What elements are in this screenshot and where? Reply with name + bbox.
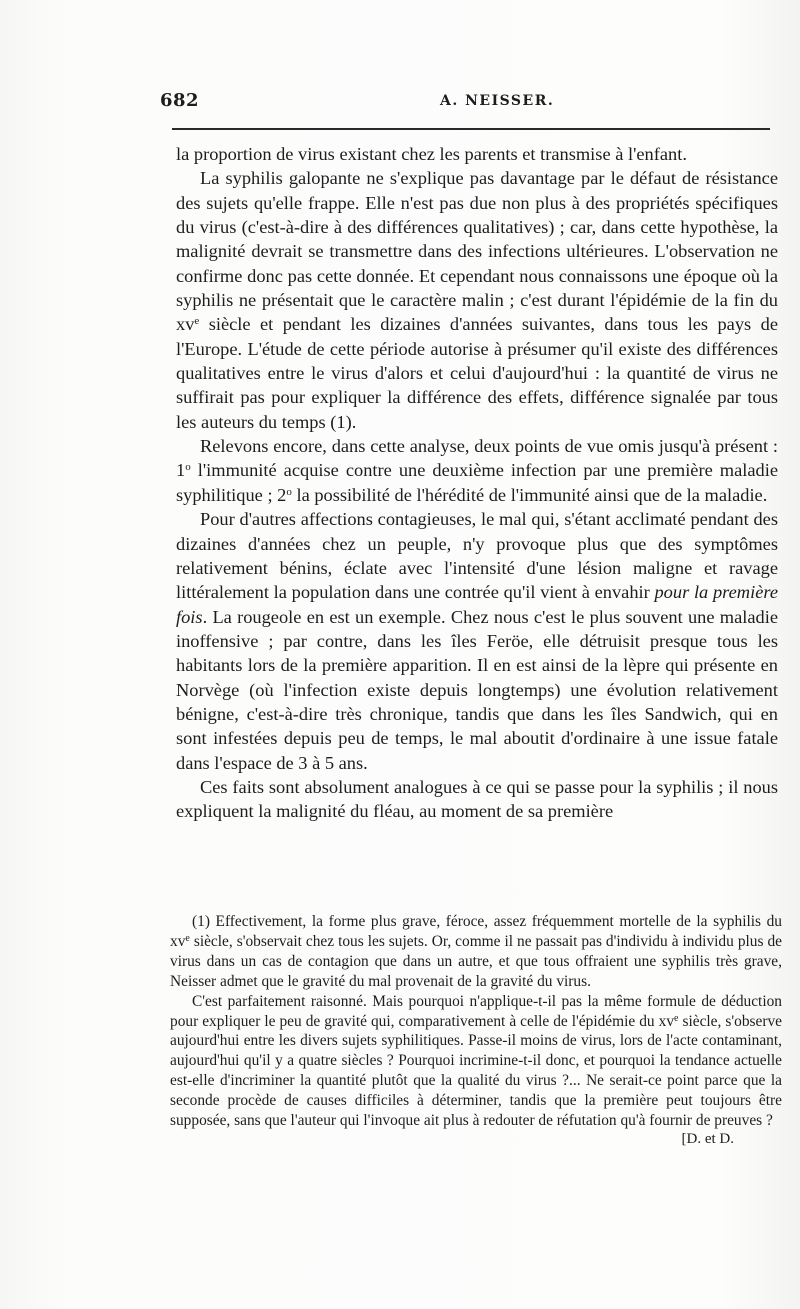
footnote-2-text-a: C'est parfaitement raisonné. Mais pourquoi n'applique-t-il pas la même formule de déduction pour expliquer le peu de gravité qui, comparativement à celle de l'épidémie du xv [170,992,782,1030]
paragraph-3-text-c: la possibilité de l'hérédité de l'immunité ainsi que de la maladie. [291,484,768,505]
paragraph-2 [176,166,778,434]
footnote-2 [170,992,782,1131]
superscript: e [185,932,190,944]
header-rule [172,128,770,130]
paragraph-4-text-a: Pour d'autres affections contagieuses, le mal qui, s'étant acclimaté pendant des dizaines d'années chez un peuple, n'y provoque plus que des symptômes relativement bénins, éclate avec l'intensité d'une lésion maligne et ravage littéralement la population dans une contrée qu'il vient à envahir [176,509,778,603]
paragraph-4-text-b: . La rougeole en est un exemple. Chez nous c'est le plus souvent une maladie inoffensive ; par contre, dans les îles Feröe, elle détruisit presque tous les habitants lors de la première apparition. Il en est ainsi de la lèpre qui présente en Norvège (où l'infection existe depuis longtemps) une évolution relativement bénigne, c'est-à-dire très chronique, tandis que dans les îles Sandwich, qui en sont infestées depuis peu de temps, le mal aboutit d'ordinaire à une issue fatale dans l'espace de 3 à 5 ans. [176,606,778,773]
paragraph-5-text: Ces faits sont absolument analogues à ce qui se passe pour la syphilis ; il nous expliquent la malignité du fléau, au moment de sa première [176,776,778,822]
paragraph-3 [176,434,778,507]
paragraph-1-text: la proportion de virus existant chez les parents et transmise à l'enfant. [176,144,687,164]
superscript: e [674,1012,679,1024]
footnote-2-text-b: siècle, s'observe aujourd'hui entre les divers sujets syphilitiques. Passe-il moins de virus, lors de l'acte contaminant, aujourd'hui qu'il y a quatre siècles ? Pourquoi incrimine-t-il donc, et pourquoi la tendance actuelle est-elle d'incriminer la quantité plutôt que la qualité du virus ?... Ne serait-ce point parce que la seconde procède de causes difficiles à déterminer, tandis que la première peut toujours être supposée, sans que l'auteur qui l'invoque ait plus à redouter de réfutation qu'à fournir de preuves ? [170,1012,782,1130]
footnote-1-text-a: (1) Effectivement, la forme plus grave, féroce, assez fréquemment mortelle de la syphilis du xv [170,913,782,950]
footnote-1-text-b: siècle, s'observait chez tous les sujets. Or, comme il ne passait pas d'individu à individu plus de virus dans un cas de contagion que dans un autre, et que tous offraient une syphilis très grave, Neisser admet que le gravité du mal provenait de la gravité du virus. [170,932,782,990]
paragraph-2-text-b: siècle et pendant les dizaines d'années suivantes, dans tous les pays de l'Europe. L'étude de cette période autorise à présumer qu'il existe des différences qualitatives entre le virus d'alors et celui d'aujourd'hui : la quantité de virus ne suffirait pas pour expliquer la différence des effets, différence signalée par tous les auteurs du temps (1). [176,314,778,432]
emphasis: pour la première fois [176,582,778,627]
body-text [176,142,778,824]
page-number: 682 [160,90,200,111]
page-header [160,90,780,120]
running-head: A. NEISSER. [440,93,555,109]
footnote-1 [170,912,782,992]
superscript: o [185,461,191,474]
paragraph-4 [176,507,778,775]
paragraph-3-text-a: Relevons encore, dans cette analyse, deux points de vue omis jusqu'à présent : 1 [176,436,778,481]
superscript: e [194,315,200,328]
paragraph-1 [176,142,778,166]
paragraph-2-text-a: La syphilis galopante ne s'explique pas davantage par le défaut de résistance des sujets qu'elle frappe. Elle n'est pas due non plus à des propriétés spécifiques du virus (c'est-à-dire à des différences qualitatives) ; car, dans cette hypothèse, la malignité devrait se transmettre dans des infections ultérieures. L'observation ne confirme donc pas cette donnée. Et cependant nous connaissons une époque où la syphilis ne présentait que le caractère malin ; c'est durant l'épidémie de la fin du xv [176,168,778,335]
footnote-signature: [D. et D. [681,1130,734,1147]
superscript: o [286,485,292,498]
paragraph-5 [176,775,778,824]
paragraph-3-text-b: l'immunité acquise contre une deuxième infection par une première maladie syphilitique ; 2 [176,460,778,505]
footnotes [170,912,782,1147]
